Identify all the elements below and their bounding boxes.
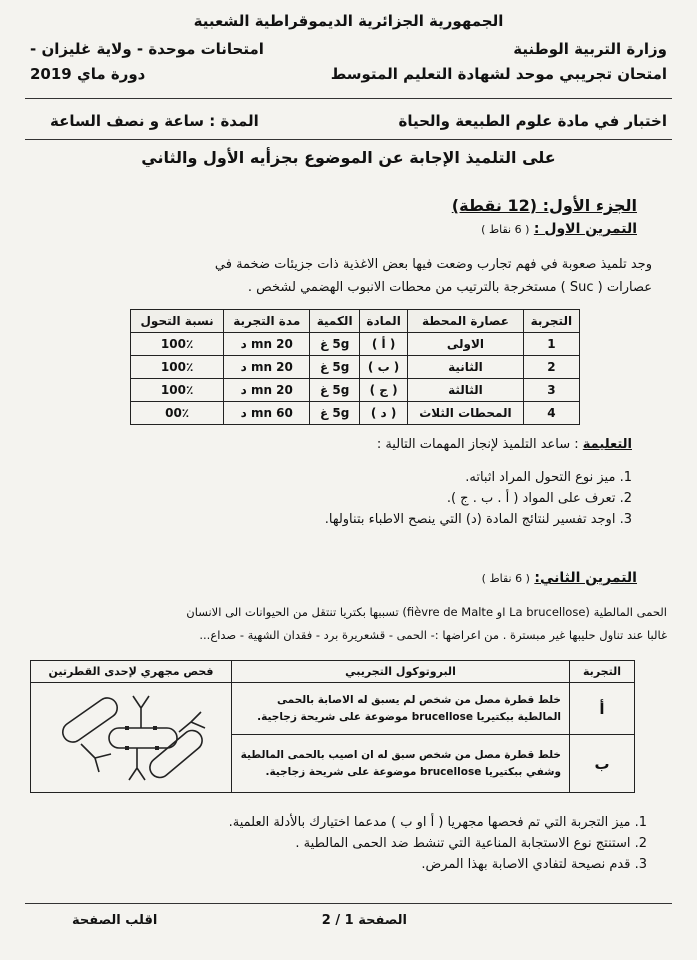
question-item: 3. قدم نصيحة لتفادي الاصابة بهذا المرض.: [421, 857, 647, 872]
question-item: 2. استنتج نوع الاستجابة المناعية التي تنشط ضد الحمى المالطية .: [295, 836, 647, 851]
exercise1-intro-line2: عصارات ( Suc ) مستخرجة بالترتيب من محطات الانبوب الهضمي لشخص .: [247, 280, 652, 295]
table-cell: 4: [523, 402, 579, 425]
table-cell: 100٪: [131, 379, 224, 402]
republic-title: الجمهورية الجزائرية الديموقراطية الشعبية: [193, 12, 504, 30]
table-cell: ( أ ): [360, 333, 408, 356]
protocol-line: وشفي ببكتيريا brucellose موضوعة على شريحة زجاجية.: [265, 765, 561, 778]
table-cell: الثالثة: [408, 379, 524, 402]
antigen-mark: [125, 746, 129, 750]
turn-page: اقلب الصفحة: [72, 913, 158, 928]
col-header: التجربة: [570, 661, 635, 683]
brucellose-table: [30, 660, 635, 793]
table-cell: 20 mn د: [224, 379, 310, 402]
table-cell: 1: [523, 333, 579, 356]
protocol-line: خلط قطرة مصل من شخص لم يسبق له الاصابة بالحمى: [277, 693, 561, 706]
header-divider: [25, 98, 672, 99]
table-cell: 5g غ: [310, 402, 360, 425]
exercise2-intro-line2: غالبا عند تناول حليبها غير مبسترة . من اعراضها :- الحمى - قشعريرة برد - فقدان الشهية - صداع...: [199, 628, 667, 642]
protocol-cell: [232, 683, 570, 735]
exercise1-questions: [325, 470, 632, 533]
table-row: [131, 379, 580, 402]
exercise1-heading: [481, 221, 637, 237]
subject-divider: [25, 139, 672, 140]
col-header: المادة: [360, 310, 408, 333]
table-row: [131, 333, 580, 356]
table-row: [31, 683, 635, 735]
part1-title: الجزء الأول: (12 نقطة): [451, 196, 637, 215]
instruction: على التلميذ الإجابة عن الموضوع بجزأيه الأول والثاني: [141, 148, 556, 167]
protocol-line: خلط قطرة مصل من شخص سبق له ان اصيب بالحمى المالطية: [240, 748, 561, 761]
antibody-shape: [129, 748, 145, 780]
col-header: الكمية: [310, 310, 360, 333]
experiment-label: ب: [570, 735, 635, 793]
antibody-shape: [179, 712, 205, 732]
table-cell: 3: [523, 379, 579, 402]
table-cell: ( د ): [360, 402, 408, 425]
table-cell: 60 mn د: [224, 402, 310, 425]
exercise2-heading: [482, 570, 637, 586]
experiment-label: أ: [570, 683, 635, 735]
table-header-row: [131, 310, 580, 333]
unified-exams: امتحانات موحدة - ولاية غليزان -: [30, 40, 264, 58]
table-cell: ( ب ): [360, 356, 408, 379]
table-cell: 5g غ: [310, 379, 360, 402]
antigen-mark: [155, 746, 159, 750]
table-cell: 100٪: [131, 356, 224, 379]
table-cell: 5g غ: [310, 356, 360, 379]
ministry: وزارة التربية الوطنية: [513, 40, 667, 58]
col-header: عصارة المحطة: [408, 310, 524, 333]
exercise2-intro-line1: الحمى المالطية (La brucellose او fièvre de Malte) تسببها بكتريا تنتقل من الحيوانات الى الانسان: [186, 605, 667, 619]
exercise1-points: ( 6 نقاط ): [481, 223, 530, 236]
exercise2-title: التمرين الثاني:: [534, 570, 637, 586]
experiments-table: [130, 309, 580, 425]
protocol-cell: [232, 735, 570, 793]
table-cell: 100٪: [131, 333, 224, 356]
exercise1-intro-line1: وجد تلميذ صعوبة في فهم تجارب وضعت فيها بعض الاغذية ذات جزيئات ضخمة في: [214, 257, 652, 272]
table-cell: الاولى: [408, 333, 524, 356]
table-cell: 20 mn د: [224, 333, 310, 356]
bacterium-shape: [59, 694, 121, 746]
session: دورة ماي 2019: [30, 65, 146, 83]
exam-title: امتحان تجريبي موحد لشهادة التعليم المتوسط: [330, 65, 667, 83]
footer-divider: [25, 903, 672, 904]
table-cell: ( ج ): [360, 379, 408, 402]
antibody-shape: [81, 744, 111, 772]
protocol-line: المالطية ببكتيريا brucellose موضوعة على شريحة زجاجية.: [257, 710, 561, 723]
col-header: البروتوكول التجريبي: [232, 661, 570, 683]
exercise2-questions: [229, 815, 647, 878]
table-cell: 2: [523, 356, 579, 379]
question-item: 2. تعرف على المواد ( أ . ب . ج ).: [446, 491, 632, 506]
question-item: 1. ميز نوع التحول المراد اثباته.: [465, 470, 632, 485]
table-cell: 20 mn د: [224, 356, 310, 379]
col-header: فحص مجهري لإحدى القطرتين: [31, 661, 232, 683]
page-number: الصفحة 1 / 2: [321, 913, 407, 928]
table-cell: المحطات الثلاث: [408, 402, 524, 425]
task-line: [377, 437, 632, 452]
antigen-mark: [125, 726, 129, 730]
antigen-mark: [153, 726, 157, 730]
col-header: نسبة التحول: [131, 310, 224, 333]
exercise1-title: التمرين الاول :: [533, 221, 637, 237]
antibody-shape: [133, 696, 149, 728]
subject: اختبار في مادة علوم الطبيعة والحياة: [398, 112, 667, 130]
table-header-row: [31, 661, 635, 683]
table-cell: 5g غ: [310, 333, 360, 356]
antibody-bacteria-drawing: [41, 688, 221, 788]
question-item: 3. اوجد تفسير لنتائج المادة (د) التي ينصح الاطباء بتناولها.: [324, 512, 632, 527]
bacterium-shape: [109, 728, 177, 748]
col-header: مدة التجربة: [224, 310, 310, 333]
task-text: : ساعد التلميذ لإنجاز المهمات التالية :: [376, 437, 579, 452]
table-row: [131, 356, 580, 379]
table-row: [131, 402, 580, 425]
question-item: 1. ميز التجربة التي تم فحصها مجهريا ( أ او ب ) مدعما اختيارك بالأدلة العلمية.: [228, 815, 647, 830]
microscope-cell: [31, 683, 232, 793]
col-header: التجربة: [523, 310, 579, 333]
table-cell: 00٪: [131, 402, 224, 425]
task-label: التعليمة: [582, 437, 632, 452]
exercise2-points: ( 6 نقاط ): [481, 572, 530, 585]
table-cell: الثانية: [408, 356, 524, 379]
duration: المدة : ساعة و نصف الساعة: [50, 112, 259, 130]
